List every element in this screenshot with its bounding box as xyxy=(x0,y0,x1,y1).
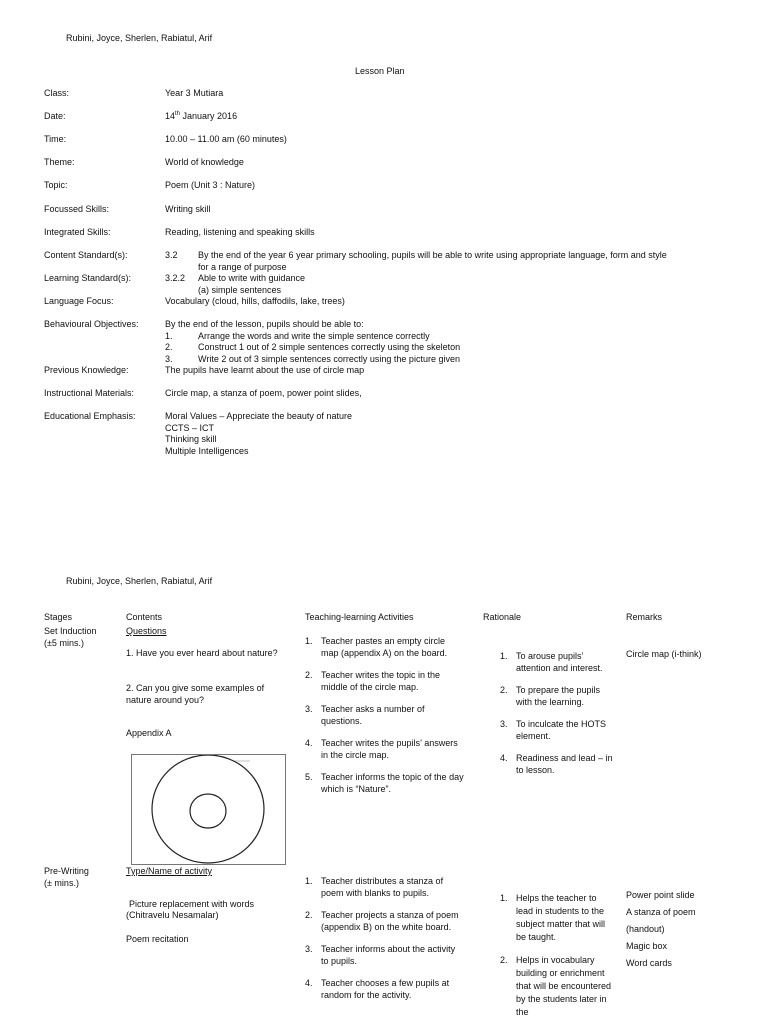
objective-text: Construct 1 out of 2 simple sentences correctly using the skeleton xyxy=(198,342,461,352)
objective-text: Arrange the words and write the simple sentence correctly xyxy=(198,330,430,341)
learning-standard-value xyxy=(165,273,305,296)
poem-recitation: Poem recitation xyxy=(126,934,189,944)
header-contents: Contents xyxy=(126,612,163,622)
objective-number: 3. xyxy=(165,353,173,364)
previous-knowledge-value: The pupils have learnt about the use of circle map xyxy=(165,365,365,375)
topic-value: Poem (Unit 3 : Nature) xyxy=(165,180,256,190)
activity-item xyxy=(305,738,465,761)
emphasis-line: Thinking skill xyxy=(165,434,217,444)
rationale-number: 1. xyxy=(500,893,508,903)
activity-item xyxy=(305,978,465,1001)
set-induction-remarks: Circle map (i-think) xyxy=(626,649,702,659)
remark-item: Magic box xyxy=(626,941,668,951)
activity-number: 3. xyxy=(305,944,313,954)
objective-text: Write 2 out of 3 simple sentences correctly using the picture given xyxy=(198,353,460,364)
stage-duration: (±5 mins.) xyxy=(44,637,84,648)
objective-item xyxy=(165,331,460,343)
rationale-item xyxy=(500,954,616,1019)
rationale-text: Readiness and lead – in to lesson. xyxy=(516,753,613,775)
emphasis-line: CCTS – ICT xyxy=(165,422,215,433)
activity-number: 4. xyxy=(305,978,313,988)
date-rest: January 2016 xyxy=(180,111,238,121)
activity-number: 3. xyxy=(305,704,313,714)
rationale-number: 1. xyxy=(500,651,508,661)
content-standard-number: 3.2 xyxy=(165,250,178,260)
activity-text: Teacher writes the topic in the middle of the circle map. xyxy=(321,670,441,692)
previous-knowledge-label: Previous Knowledge: xyxy=(44,365,129,375)
date-label: Date: xyxy=(44,111,66,121)
class-label: Class: xyxy=(44,88,70,98)
learning-standard-number: 3.2.2 xyxy=(165,273,186,283)
authors-header: Rubini, Joyce, Sherlen, Rabiatul, Arif xyxy=(66,33,213,43)
rationale-item xyxy=(500,651,616,674)
circle-map-icon xyxy=(132,755,285,864)
activity-text: Teacher chooses a few pupils at random for the activity. xyxy=(321,978,450,1000)
header-activities: Teaching-learning Activities xyxy=(305,612,414,622)
stage-duration: (± mins.) xyxy=(44,877,79,888)
contents-heading-activity: Type/Name of activity xyxy=(126,866,213,876)
stage-name: Set Induction xyxy=(44,626,97,636)
stage-pre-writing xyxy=(44,866,89,889)
activity-text: Teacher asks a number of questions. xyxy=(321,704,425,726)
remark-item: (handout) xyxy=(626,924,665,934)
behavioural-objectives-label: Behavioural Objectives: xyxy=(44,319,139,329)
activity-item xyxy=(305,670,465,693)
activity-text: Teacher informs the topic of the day which is “Nature”. xyxy=(321,772,464,794)
activity-text: Teacher writes the pupils’ answers in the circle map. xyxy=(321,738,458,760)
activity-text: Teacher informs about the activity to pupils. xyxy=(321,944,456,966)
header-stages: Stages xyxy=(44,612,73,622)
activity-number: 2. xyxy=(305,670,313,680)
activity-number: 1. xyxy=(305,876,313,886)
rationale-text: To arouse pupils’ attention and interest. xyxy=(516,651,603,673)
language-focus-label: Language Focus: xyxy=(44,296,114,306)
rationale-text: To prepare the pupils with the learning. xyxy=(516,685,601,707)
contents-heading-questions: Questions xyxy=(126,626,167,636)
activity-number: 4. xyxy=(305,738,313,748)
rationale-number: 2. xyxy=(500,685,508,695)
rationale-item xyxy=(500,685,616,708)
activity-text: Teacher pastes an empty circle map (appendix A) on the board. xyxy=(321,636,448,658)
educational-emphasis-value xyxy=(165,411,352,457)
focussed-skills-label: Focussed Skills: xyxy=(44,204,110,214)
pre-writing-activities xyxy=(305,876,465,1001)
time-label: Time: xyxy=(44,134,67,144)
circle-map-image xyxy=(131,754,286,865)
remark-item: Word cards xyxy=(626,958,672,968)
objective-number: 1. xyxy=(165,330,173,341)
emphasis-line: Moral Values – Appreciate the beauty of nature xyxy=(165,411,352,421)
activity-number: 2. xyxy=(305,910,313,920)
activity-text: Teacher projects a stanza of poem (appendix B) on the white board. xyxy=(321,910,459,932)
activity-name-line1: Picture replacement with words xyxy=(129,899,255,909)
pre-writing-remarks xyxy=(626,887,696,972)
question-1: 1. Have you ever heard about nature? xyxy=(126,648,278,658)
objective-number: 2. xyxy=(165,342,173,352)
emphasis-line: Multiple Intelligences xyxy=(165,445,249,456)
integrated-skills-value: Reading, listening and speaking skills xyxy=(165,227,315,237)
content-standard-line2: for a range of purpose xyxy=(198,261,287,272)
rationale-text: Helps the teacher to lead in students to the subject matter that will be taught. xyxy=(516,893,606,942)
set-induction-activities xyxy=(305,636,465,795)
theme-value: World of knowledge xyxy=(165,157,244,167)
rationale-text: To inculcate the HOTS element. xyxy=(516,719,607,741)
header-rationale: Rationale xyxy=(483,612,522,622)
header-remarks: Remarks xyxy=(626,612,663,622)
language-focus-value: Vocabulary (cloud, hills, daffodils, lake, trees) xyxy=(165,296,345,306)
rationale-item xyxy=(500,892,616,944)
behavioural-objectives-value xyxy=(165,319,460,377)
rationale-number: 2. xyxy=(500,955,508,965)
activity-item xyxy=(305,636,465,659)
activity-item xyxy=(305,876,465,899)
focussed-skills-value: Writing skill xyxy=(165,204,211,214)
learning-standard-line1: Able to write with guidance xyxy=(198,273,306,283)
objective-item xyxy=(165,342,460,354)
educational-emphasis-label: Educational Emphasis: xyxy=(44,411,136,421)
authors-header-2: Rubini, Joyce, Sherlen, Rabiatul, Arif xyxy=(66,576,213,586)
activity-name-line2: (Chitravelu Nesamalar) xyxy=(126,910,219,920)
question-2: 2. Can you give some examples of nature around you? xyxy=(126,683,265,705)
objective-item xyxy=(165,354,460,366)
learning-standard-line2: (a) simple sentences xyxy=(198,284,282,295)
activity-item xyxy=(305,772,465,795)
integrated-skills-label: Integrated Skills: xyxy=(44,227,111,237)
remark-item: Power point slide xyxy=(626,890,695,900)
behavioural-intro: By the end of the lesson, pupils should be able to: xyxy=(165,319,364,329)
pre-writing-rationale xyxy=(500,892,616,1019)
learning-standard-label: Learning Standard(s): xyxy=(44,273,132,283)
page-title: Lesson Plan xyxy=(355,66,405,76)
class-value: Year 3 Mutiara xyxy=(165,88,224,98)
content-standard-label: Content Standard(s): xyxy=(44,250,128,260)
theme-label: Theme: xyxy=(44,157,75,167)
time-value: 10.00 – 11.00 am (60 minutes) xyxy=(165,134,287,144)
stage-name: Pre-Writing xyxy=(44,866,89,876)
remark-item: A stanza of poem xyxy=(626,907,696,917)
activity-number: 5. xyxy=(305,772,313,782)
rationale-item xyxy=(500,719,616,742)
activity-item xyxy=(305,944,465,967)
rationale-number: 3. xyxy=(500,719,508,729)
content-standard-value xyxy=(165,250,667,273)
activity-text: Teacher distributes a stanza of poem with blanks to pupils. xyxy=(321,876,444,898)
topic-label: Topic: xyxy=(44,180,68,190)
appendix-a-label: Appendix A xyxy=(126,728,172,738)
date-value xyxy=(165,111,237,123)
content-standard-line1: By the end of the year 6 year primary schooling, pupils will be able to write using appropriate language, form and style xyxy=(198,250,667,260)
rationale-number: 4. xyxy=(500,753,508,763)
instructional-materials-label: Instructional Materials: xyxy=(44,388,135,398)
stage-set-induction xyxy=(44,626,97,649)
date-suffix: th xyxy=(175,111,181,117)
instructional-materials-value: Circle map, a stanza of poem, power point slides, xyxy=(165,388,362,398)
set-induction-rationale xyxy=(500,651,616,776)
rationale-item xyxy=(500,753,616,776)
date-day: 14 xyxy=(165,111,176,121)
activity-number: 1. xyxy=(305,636,313,646)
rationale-text: Helps in vocabulary building or enrichment that will be encountered by the students later in the xyxy=(516,955,612,1017)
activity-item xyxy=(305,910,465,933)
activity-item xyxy=(305,704,465,727)
